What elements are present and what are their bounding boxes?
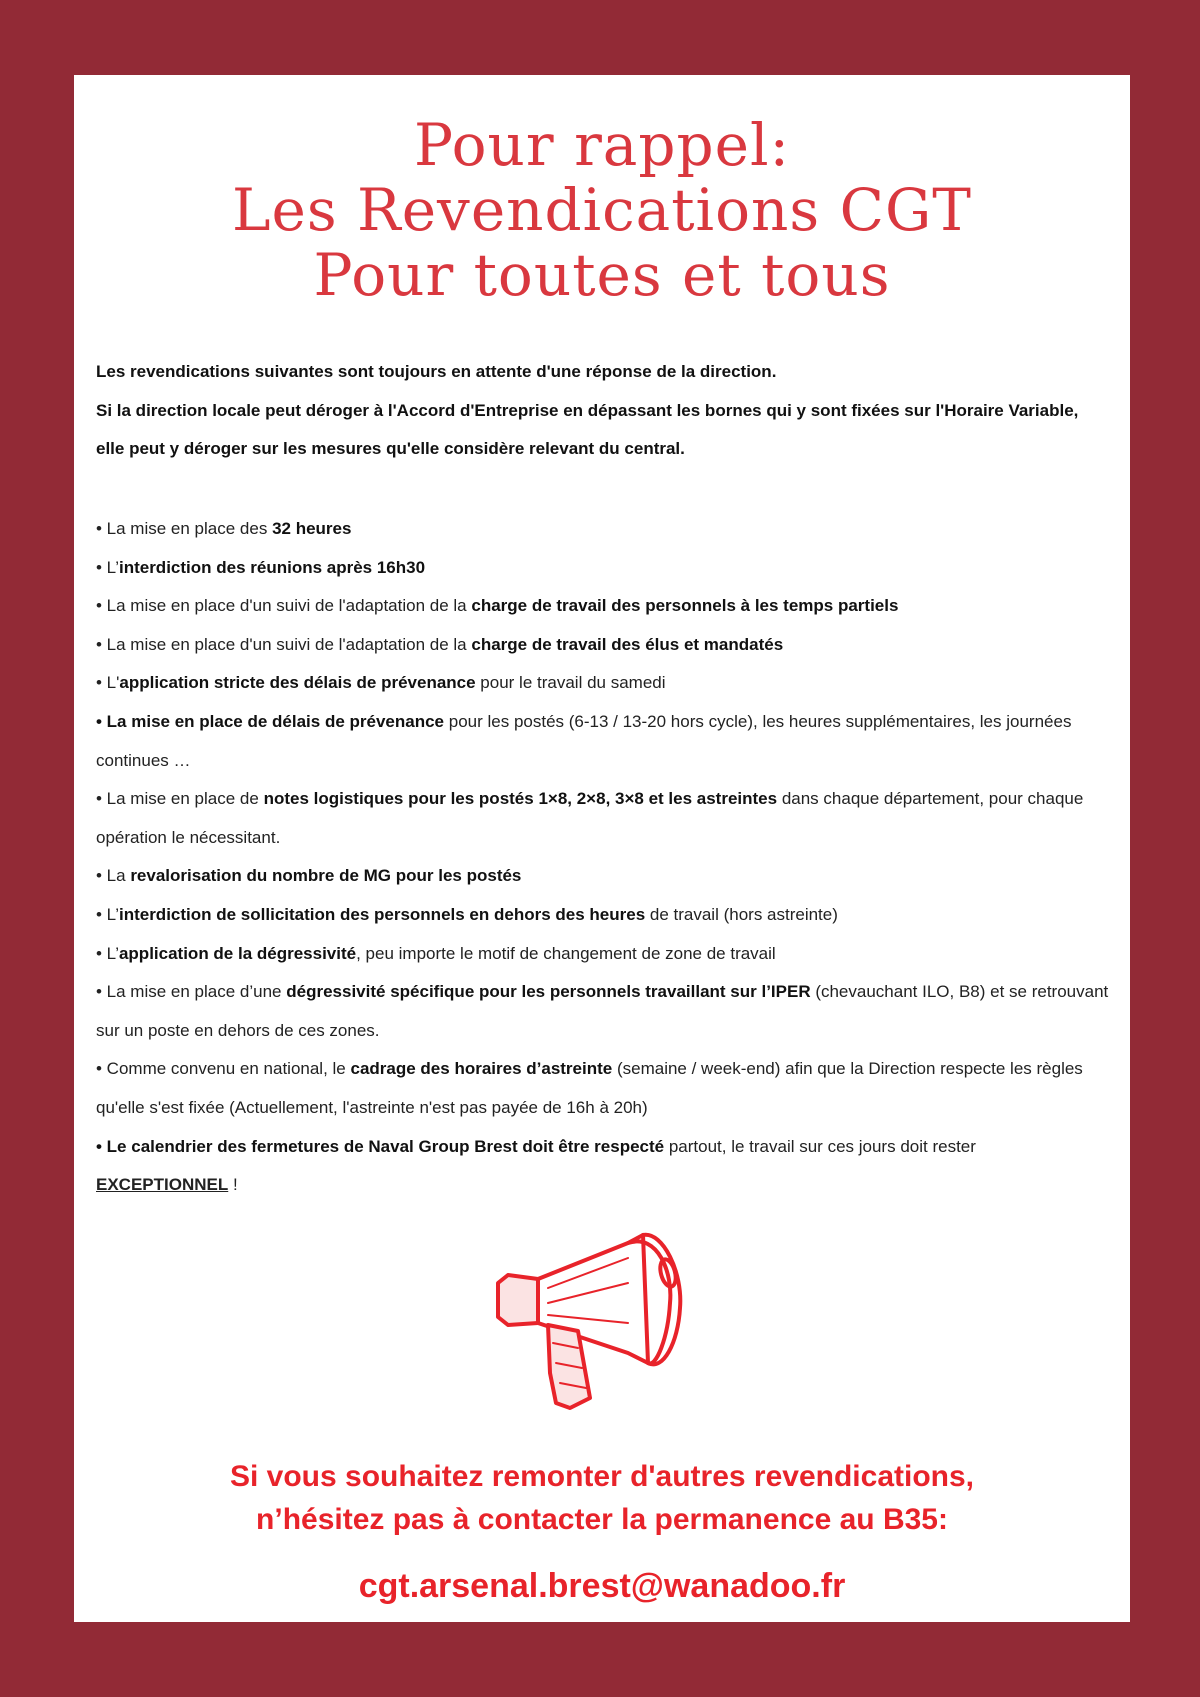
- emphasis-bold: application stricte des délais de prévenance: [119, 673, 476, 693]
- emphasis-bold: • La mise en place de délais de prévenance: [96, 711, 445, 731]
- demand-item: [96, 549, 1112, 588]
- item-text: (chevauchant ILO, B8) et se retrouvant sur un poste en dehors de ces zones.: [96, 982, 1109, 1040]
- contact-callout: [74, 1455, 1130, 1541]
- emphasis-bold: interdiction des réunions après 16h30: [118, 557, 426, 577]
- item-text: • La: [96, 866, 131, 886]
- emphasis-bold: charge de travail des personnels à les temps partiels: [471, 596, 899, 616]
- intro-text: [96, 353, 1108, 469]
- item-text: • L’: [96, 557, 119, 577]
- demand-item: [96, 780, 1112, 857]
- intro-line: Les revendications suivantes sont toujours en attente d'une réponse de la direction.: [96, 362, 777, 381]
- demand-item: [96, 973, 1112, 1050]
- megaphone-icon: [478, 1213, 718, 1413]
- emphasis-bold: 32 heures: [272, 519, 352, 538]
- item-text: !: [228, 1175, 238, 1195]
- title-line: Les Revendications CGT: [232, 176, 972, 244]
- demand-item: [96, 1050, 1112, 1127]
- item-text: pour le travail du samedi: [475, 673, 666, 693]
- item-text: pour les postés (6-13 / 13-20 hors cycle), les heures supplémentaires, les journées continues …: [96, 711, 1072, 770]
- item-text: • L’: [96, 904, 119, 924]
- callout-line: Si vous souhaitez remonter d'autres revendications,: [229, 1460, 974, 1493]
- emphasis-bold: interdiction de sollicitation des personnels en dehors des heures: [118, 904, 646, 924]
- item-text: de travail (hors astreinte): [645, 904, 838, 924]
- item-text: (semaine / week-end) afin que la Direction respecte les règles qu'elle s'est fixée (Actuellement, l'astreinte n'est pas payée de 16h à 20h): [96, 1059, 1083, 1117]
- intro-line: Si la direction locale peut déroger à l'Accord d'Entreprise en dépassant les bornes qui y sont fixées sur l'Horaire Variable, elle peut y déroger sur les mesures qu'elle considère relevant du central.: [96, 400, 1079, 458]
- emphasis-bold: revalorisation du nombre de MG pour les postés: [130, 866, 522, 886]
- demand-item: [96, 703, 1112, 780]
- title-line: Pour rappel:: [413, 111, 791, 179]
- emphasis-underlined: EXCEPTIONNEL: [96, 1175, 229, 1195]
- emphasis-bold: notes logistiques pour les postés 1×8, 2×8, 3×8 et les astreintes: [263, 789, 778, 809]
- demand-item: [96, 896, 1112, 935]
- item-text: • La mise en place d'un suivi de l'adaptation de la: [96, 596, 472, 616]
- item-text: partout, le travail sur ces jours doit rester: [664, 1136, 976, 1156]
- contact-email-link[interactable]: cgt.arsenal.brest@wanadoo.fr: [358, 1567, 846, 1605]
- item-text: • La mise en place d’une: [96, 982, 287, 1002]
- demand-item: [96, 626, 1112, 665]
- item-text: • L’: [96, 943, 119, 963]
- item-text: • Comme convenu en national, le: [96, 1059, 351, 1079]
- emphasis-bold: dégressivité spécifique pour les personnels travaillant sur l’IPER: [286, 982, 811, 1002]
- emphasis-bold: cadrage des horaires d’astreinte: [350, 1059, 613, 1079]
- item-text: • La mise en place des: [96, 519, 273, 538]
- emphasis-bold: • Le calendrier des fermetures de Naval Group Brest doit être respecté: [96, 1136, 665, 1156]
- item-text: dans chaque département, pour chaque opération le nécessitant.: [96, 789, 1084, 847]
- title-line: Pour toutes et tous: [313, 241, 891, 309]
- demand-item: [96, 664, 1112, 703]
- demand-item: [96, 857, 1112, 896]
- demand-item: [96, 510, 1112, 549]
- flyer-title: [74, 113, 1130, 308]
- demand-item: [96, 1128, 1112, 1205]
- item-text: • La mise en place de: [96, 789, 264, 809]
- callout-line: n’hésitez pas à contacter la permanence au B35:: [256, 1503, 948, 1536]
- demand-item: [96, 587, 1112, 626]
- emphasis-bold: charge de travail des élus et mandatés: [471, 634, 784, 654]
- demand-item: [96, 935, 1112, 974]
- demands-list: [96, 510, 1112, 1205]
- flyer-panel: [74, 75, 1130, 1622]
- item-text: • L': [96, 673, 120, 693]
- emphasis-bold: application de la dégressivité: [118, 943, 357, 963]
- item-text: • La mise en place d'un suivi de l'adaptation de la: [96, 634, 472, 654]
- item-text: , peu importe le motif de changement de zone de travail: [356, 943, 776, 963]
